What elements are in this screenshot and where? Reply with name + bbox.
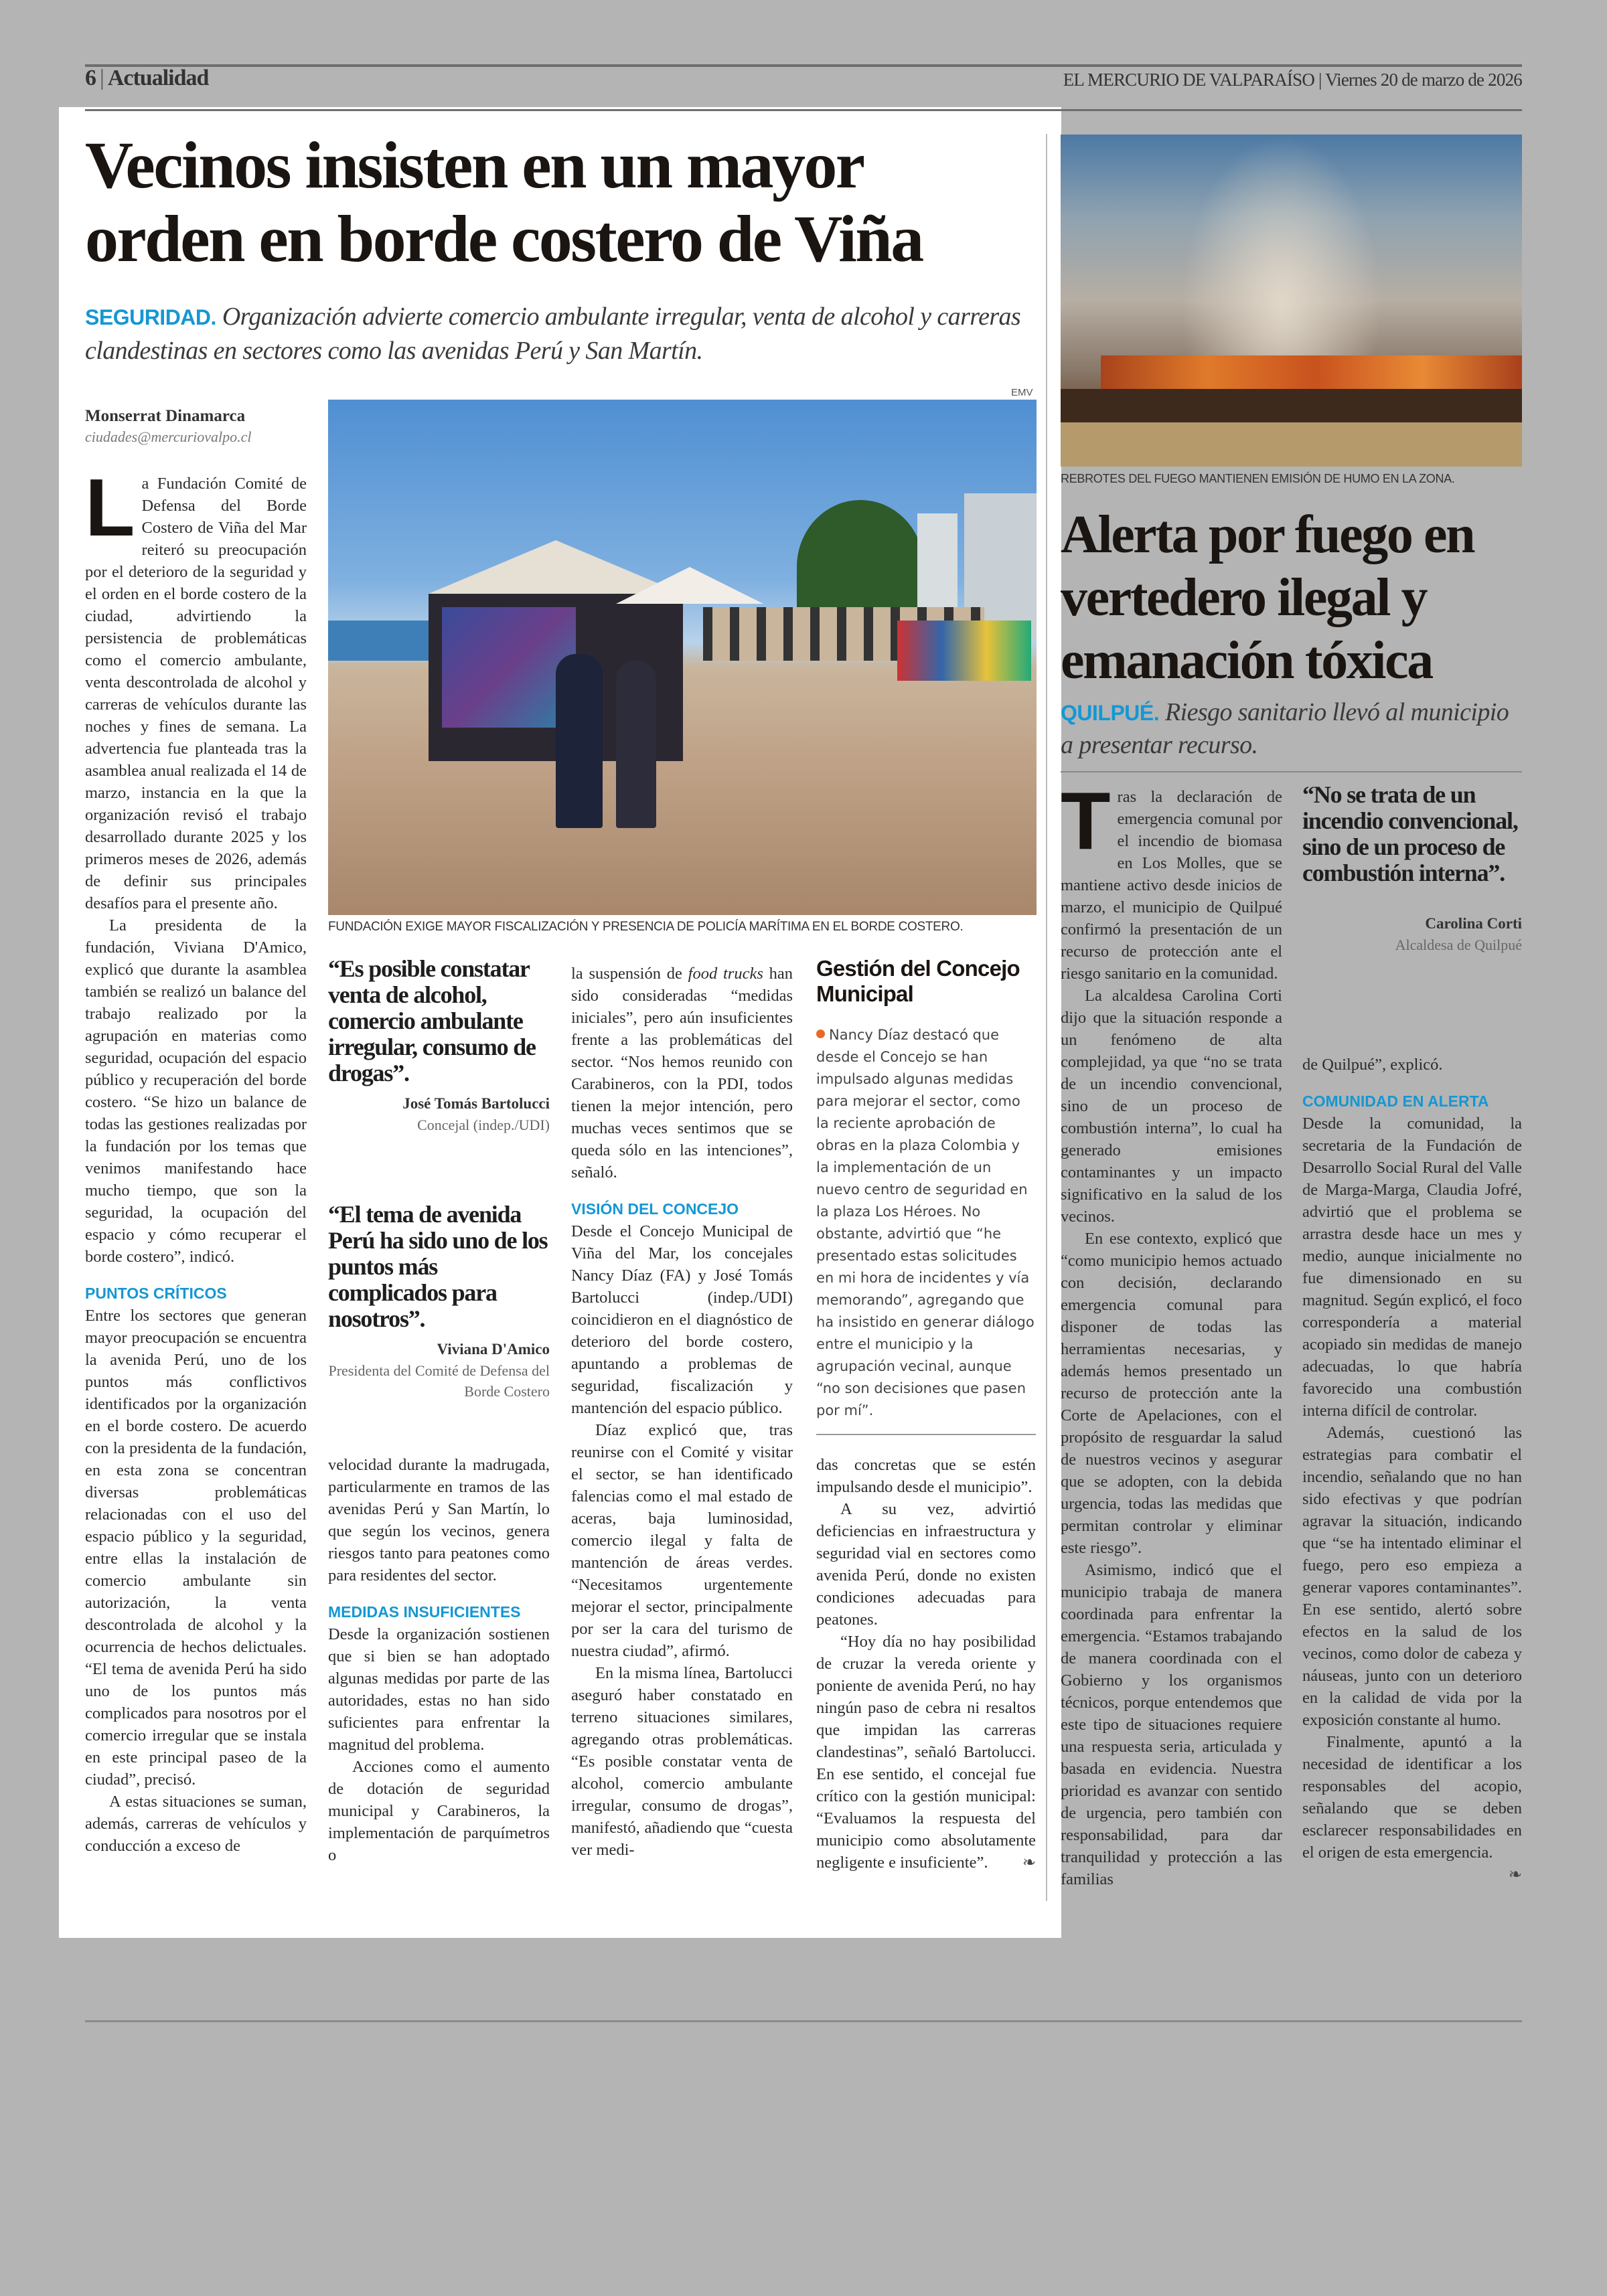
section-name: Actualidad <box>107 66 209 90</box>
paragraph: En ese contexto, explicó que “como municipio hemos actuado con decisión, declarando emergencia comunal para disponer de todas las herramientas necesarias, y además hemos presentado un recurso de protección ante la Corte de Apelaciones, con el propósito de resguardar la salud de nuestros vecinos y asegurar que se adopten, con la debida urgencia, todas las medidas que permitan controlar y eliminar este riesgo”. <box>1061 1230 1282 1557</box>
paragraph <box>571 963 793 1183</box>
header-top-rule <box>85 64 1522 67</box>
newspaper-dateline: EL MERCURIO DE VALPARAÍSO | Viernes 20 de marzo de 2026 <box>1063 70 1522 90</box>
main-headline <box>85 129 1049 276</box>
pull-quote <box>328 956 550 1135</box>
paragraph <box>816 1631 1036 1874</box>
photo-credit: EMV <box>1011 387 1033 398</box>
headline-line: Alerta por fuego en <box>1061 505 1474 564</box>
side-column-2 <box>1302 1054 1522 1886</box>
end-mark-icon: ❧ <box>1508 1865 1522 1884</box>
pull-quote <box>1302 782 1522 955</box>
drop-cap: T <box>1061 775 1111 866</box>
main-deck <box>85 300 1049 367</box>
page-section-label: 6 | Actualidad <box>85 66 209 90</box>
paragraph: Acciones como el aumento de dotación de seguridad municipal y Carabineros, la implementación de parquímetros o <box>328 1758 550 1864</box>
sidebar-box <box>816 956 1036 1435</box>
paragraph: La presidenta de la fundación, Viviana D'Amico, explicó que durante la asamblea también se realizó un balance del trabajo realizado por la agrupación en materias como seguridad, ocupación del espacio público y recuperación del borde costero. “Se hizo un balance de todas las gestiones realizadas por la fundación por los temas que venimos manifestando hace mucho tiempo, que son la seguridad, la ocupación del espacio y cómo recuperar el borde costero”, indicó. <box>85 916 307 1266</box>
bullet-icon <box>816 1030 825 1038</box>
text-run: “Hoy día no hay posibilidad de cruzar la vereda oriente y poniente de avenida Perú, no hay ningún paso de cebra ni resaltos que impidan las carreras clandestinas”, señaló Bartolucci. En ese sentido, el concejal fue crítico con la gestión municipal: “Evaluamos la respuesta del municipio como absolutamente negligente e insuficiente”. <box>816 1633 1036 1872</box>
box-divider <box>816 1434 1036 1435</box>
side-headline <box>1061 503 1529 692</box>
issue-date: Viernes 20 de marzo de 2026 <box>1325 70 1522 90</box>
box-text: Nancy Díaz destacó que desde el Concejo se han impulsado algunas medidas para mejorar el sector, como la reciente aprobación de obras en la plaza Colombia y la implementación de un nuevo centro de seguridad en la plaza Los Héroes. No obstante, advirtió que “he presentado estas solicitudes en mi hora de incidentes y vía memorando”, agregando que ha insistido en generar diálogo entre el municipio y la agrupación vecinal, aunque “no son decisiones que pasen por mí”. <box>816 1027 1035 1418</box>
headline-line: Vecinos insisten en un mayor <box>85 128 864 202</box>
paragraph: ras la declaración de emergencia comunal por el incendio de biomasa en Los Molles, que se mantiene activo desde inicios de marzo, el municipio de Quilpué confirmó la presentación de un recurso de protección ante el riesgo sanitario en la comunidad. <box>1061 788 1282 983</box>
footer-rule <box>85 2020 1522 2022</box>
article-column-1 <box>85 462 307 1857</box>
article-column-3 <box>571 963 793 1861</box>
quote-author: José Tomás Bartolucci <box>402 1095 550 1112</box>
deck-text: Organización advierte comercio ambulante irregular, venta de alcohol y carreras clandestinas en sectores como las avenidas Perú y San Martín. <box>85 303 1021 365</box>
paragraph: La alcaldesa Carolina Corti dijo que la situación responde a un fenómeno de alta complejidad, ya que “no se trata de un incendio convencional, sino de un proceso de combustión interna”, lo cual ha generado emisiones contaminantes y un impacto significativo en la salud de los vecinos. <box>1061 987 1282 1226</box>
section-heading: COMUNIDAD EN ALERTA <box>1302 1092 1489 1110</box>
paragraph: Entre los sectores que generan mayor preocupación se encuentra la avenida Perú, uno de los puntos más conflictivos identificados por la organización en el borde costero. De acuerdo con la presidenta de la fundación, en esta zona se concentran diversas problemáticas relacionadas con el uso del espacio público y la seguridad, entre ellas la instalación de comercio ambulante sin autorización, la venta descontrolada de alcohol y la ocurrencia de hechos delictuales. “El tema de avenida Perú ha sido uno de los puntos más complicados para nosotros por el comercio irregular que se instala en este principal paseo de la ciudad”, precisó. <box>85 1307 307 1789</box>
paragraph: de Quilpué”, explicó. <box>1302 1056 1443 1074</box>
quote-text: “El tema de avenida Perú ha sido uno de los puntos más complicados para nosotros”. <box>328 1201 548 1332</box>
quote-text: “No se trata de un incendio convencional, sino de un proceso de combustión interna”. <box>1302 781 1518 886</box>
headline-line: vertedero ilegal y <box>1061 568 1427 627</box>
author-name: Monserrat Dinamarca <box>85 407 246 425</box>
paragraph: A estas situaciones se suman, además, carreras de vehículos y conducción a exceso de <box>85 1793 307 1855</box>
paragraph: das concretas que se estén impulsando desde el municipio”. <box>816 1456 1036 1496</box>
headline-line: emanación tóxica <box>1061 631 1432 690</box>
paragraph: Desde el Concejo Municipal de Viña del Mar, los concejales Nancy Díaz (FA) y José Tomás Bartolucci (indep./UDI) coincidieron en el diagnóstico de deterioro del borde costero, apuntando a problemas de seguridad, fiscalización y mantención del espacio público. <box>571 1222 793 1417</box>
paragraph: Díaz explicó que, tras reunirse con el Comité y visitar el sector, se han identificado falencias como el mal estado de aceras, baja luminosidad, comercio ilegal y falta de mantención de áreas verdes. “Necesitamos urgentemente mejorar el sector, principalmente por ser la cara del turismo de nuestra ciudad”, afirmó. <box>571 1421 793 1660</box>
landfill-fire-photo <box>1061 135 1522 467</box>
quote-role: Concejal (indep./UDI) <box>417 1117 550 1133</box>
box-body <box>816 1024 1036 1422</box>
section-heading: MEDIDAS INSUFICIENTES <box>328 1603 521 1621</box>
pull-quote <box>328 1202 550 1402</box>
drop-cap: L <box>85 462 135 553</box>
side-column-1 <box>1061 775 1282 1890</box>
section-heading: VISIÓN DEL CONCEJO <box>571 1200 739 1218</box>
article-column-4 <box>816 1454 1036 1874</box>
article-column-2 <box>328 1454 550 1866</box>
text-run: Finalmente, apuntó a la necesidad de identificar a los responsables del acopio, señalando que se deben esclarecer responsabilidades en el origen de esta emergencia. <box>1302 1733 1522 1862</box>
column-divider <box>1046 134 1047 1901</box>
side-deck-rule <box>1061 771 1522 772</box>
paragraph: Además, cuestionó las estrategias para combatir el incendio, señalando que no han sido efectivas y que podrían agravar la situación, indicando que “se ha intentado eliminar el fuego, pero eso empieza a generar vapores contaminantes”. En ese sentido, alertó sobre efectos en la salud de los vecinos, como dolor de cabeza y náuseas, junto con un deterioro en la calidad de vida por la exposición constante al humo. <box>1302 1424 1522 1729</box>
headline-line: orden en borde costero de Viña <box>85 201 923 276</box>
deck-text: Riesgo sanitario llevó al municipio a presentar recurso. <box>1061 698 1509 759</box>
paragraph: velocidad durante la madrugada, particularmente en tramos de las avenidas Perú y San Martín, lo que según los vecinos, genera riesgos tanto para peatones como para residentes del sector. <box>328 1456 550 1584</box>
beach-market-photo <box>328 400 1037 915</box>
box-title: Gestión del Concejo Municipal <box>816 956 1020 1006</box>
newspaper-name: EL MERCURIO DE VALPARAÍSO <box>1063 70 1315 90</box>
text-run: han sido consideradas “medidas iniciales”, pero aún insuficientes frente a las problemáticas del sector. “Nos hemos reunido con Carabineros, con la PDI, todos tienen la mejor intención, pero muchas veces sentimos que se queda sólo en las intenciones”, señaló. <box>571 965 793 1181</box>
italic-term: food trucks <box>688 965 763 983</box>
quote-role: Alcaldesa de Quilpué <box>1395 936 1522 953</box>
paragraph <box>1302 1731 1522 1884</box>
paragraph: Desde la organización sostienen que si bien se han adoptado algunas medidas por parte de las autoridades, estas no han sido suficientes para enfrentar la magnitud del problema. <box>328 1625 550 1754</box>
side-deck <box>1061 696 1523 761</box>
photo-caption: REBROTES DEL FUEGO MANTIENEN EMISIÓN DE HUMO EN LA ZONA. <box>1061 472 1455 485</box>
quote-text: “Es posible constatar venta de alcohol, comercio ambulante irregular, consumo de drogas”. <box>328 955 536 1086</box>
header-bottom-rule <box>85 109 1522 111</box>
kicker: QUILPUÉ. <box>1061 701 1160 725</box>
quote-author: Viviana D'Amico <box>437 1341 550 1358</box>
kicker: SEGURIDAD. <box>85 305 216 329</box>
page-number: 6 <box>85 66 96 90</box>
paragraph: Desde la comunidad, la secretaria de la Fundación de Desarrollo Social Rural del Valle de Marga-Marga, Claudia Jofré, advirtió que el problema se arrastra desde hace un mes y medio, aunque inicialmente no fue dimensionado en su magnitud. Según explicó, el foco correspondería a material acopiado sin medidas de manejo adecuadas, lo que habría favorecido una combustión interna difícil de controlar. <box>1302 1115 1522 1420</box>
paragraph: Asimismo, indicó que el municipio trabaja de manera coordinada para enfrentar la emergencia. “Estamos trabajando de manera coordinada con el Gobierno y los organismos técnicos, porque entendemos que este tipo de situaciones requiere una respuesta seria, articulada y basada en evidencia. Nuestra prioridad es avanzar con sentido de urgencia, pero también con responsabilidad, para dar tranquilidad y protección a las familias <box>1061 1561 1282 1888</box>
author-email: ciudades@mercuriovalpo.cl <box>85 428 252 445</box>
photo-caption: FUNDACIÓN EXIGE MAYOR FISCALIZACIÓN Y PRESENCIA DE POLICÍA MARÍTIMA EN EL BORDE COSTERO. <box>328 920 964 934</box>
quote-role: Presidenta del Comité de Defensa del Borde Costero <box>328 1362 550 1400</box>
section-heading: PUNTOS CRÍTICOS <box>85 1285 227 1302</box>
byline <box>85 406 307 447</box>
paragraph: A su vez, advirtió deficiencias en infraestructura y seguridad vial en sectores como avenida Perú, donde no existen condiciones adecuadas para peatones. <box>816 1500 1036 1629</box>
paragraph: a Fundación Comité de Defensa del Borde Costero de Viña del Mar reiteró su preocupación por el deterioro de la seguridad y el orden en el borde costero de la ciudad, advirtiendo la persistencia de problemáticas como el comercio ambulante, venta descontrolada de alcohol y carreras de vehículos durante las noches y fines de semana. La advertencia fue planteada tras la asamblea anual realizada el 14 de marzo, instancia en la que la organización revisó el trabajo desarrollado durante 2025 y los primeros meses de 2026, además de definir sus principales desafíos para el presente año. <box>85 475 307 912</box>
paragraph: En la misma línea, Bartolucci aseguró haber constatado en terreno situaciones similares, agregando otras problemáticas. “Es posible constatar venta de alcohol, comercio ambulante irregular, consumo de drogas”, manifestó, añadiendo que “cuesta ver medi- <box>571 1664 793 1859</box>
text-run: la suspensión de <box>571 965 688 983</box>
end-mark-icon: ❧ <box>1022 1853 1036 1872</box>
quote-author: Carolina Corti <box>1425 915 1522 932</box>
